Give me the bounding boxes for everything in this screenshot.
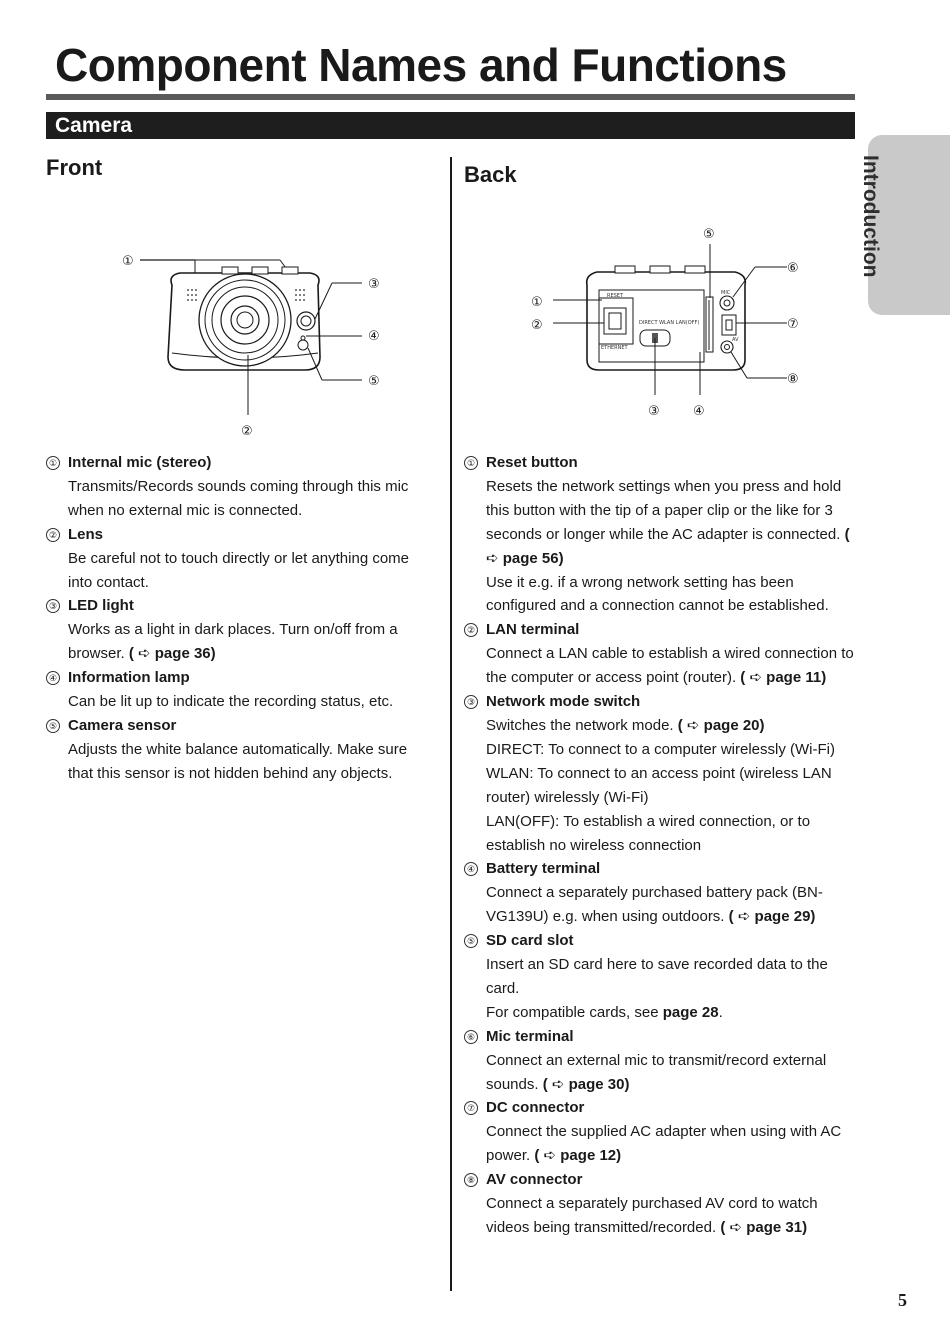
item-description: Connect the supplied AC adapter when using with AC power. [486, 1123, 842, 1165]
list-item [46, 594, 436, 666]
mode-wlan-description: WLAN: To connect to an access point (wireless LAN router) wirelessly (Wi-Fi) [486, 764, 832, 806]
page-reference-link[interactable]: ( ➪ page 20) [677, 716, 765, 734]
item-note: Use it e.g. if a wrong network setting has been configured and a connection cannot be established. [486, 573, 829, 615]
back-label-reset: RESET [607, 293, 624, 299]
back-camera-illustration [525, 220, 810, 425]
item-name: Internal mic (stereo) [68, 454, 212, 471]
item-number: ① [46, 456, 60, 470]
item-description: Connect a separately purchased AV cord to watch videos being transmitted/recorded. [486, 1195, 818, 1236]
back-component-list [464, 451, 858, 1240]
page-reference-link[interactable]: ( ➪ page 36) [128, 645, 216, 663]
back-callout-2: ② [531, 318, 543, 333]
list-item [464, 857, 858, 929]
front-camera-illustration [110, 245, 400, 445]
item-number: ② [464, 623, 478, 637]
back-label-mic: MIC [721, 290, 731, 296]
item-description: Works as a light in dark places. Turn on/off from a browser. [68, 621, 398, 663]
item-name: Information lamp [68, 669, 190, 687]
item-description: Be careful not to touch directly or let anything come into contact. [68, 549, 410, 591]
back-callout-6: ⑥ [787, 261, 799, 276]
list-item [46, 666, 436, 714]
item-description: Connect a separately purchased battery pack (BN-VG139U) e.g. when using outdoors. [486, 884, 823, 926]
back-callout-5: ⑤ [703, 227, 715, 242]
item-description: Switches the network mode. [486, 716, 674, 734]
back-callout-1: ① [531, 295, 543, 310]
list-item [464, 690, 858, 857]
mode-direct-description: DIRECT: To connect to a computer wirelessly (Wi-Fi) [486, 740, 835, 758]
back-label-av: AV [732, 337, 739, 343]
item-name: AV connector [486, 1171, 583, 1189]
item-description: Transmits/Records sounds coming through this mic when no external mic is connected. [68, 477, 409, 519]
page-reference-link[interactable]: ( ➪ page 56) [486, 525, 850, 567]
item-number: ③ [46, 599, 60, 613]
item-number: ① [464, 456, 478, 470]
item-description: Resets the network settings when you press and hold this button with the tip of a paper clip or the like for 3 seconds or longer while the AC adapter is connected. [486, 477, 842, 543]
list-item [46, 451, 436, 523]
column-divider [450, 157, 452, 1291]
back-label-ethernet: ETHERNET [601, 345, 628, 351]
item-description: Connect a LAN cable to establish a wired connection to the computer or access point (router). [486, 645, 854, 687]
front-callout-4: ④ [368, 329, 380, 344]
item-number: ⑥ [464, 1030, 478, 1044]
front-heading: Front [46, 155, 103, 180]
title-rule [46, 94, 855, 100]
item-number: ② [46, 528, 60, 542]
item-description: Insert an SD card here to save recorded data to the card. [486, 956, 828, 997]
list-item [464, 451, 858, 618]
back-callout-8: ⑧ [787, 372, 799, 387]
list-item [464, 1168, 858, 1240]
item-name: LAN terminal [486, 621, 580, 639]
page-reference-link[interactable]: page 28 [662, 1003, 719, 1021]
item-name: SD card slot [486, 932, 574, 950]
back-label-modes: DIRECT WLAN LAN(OFF) [639, 320, 700, 326]
mode-lan-description: LAN(OFF): To establish a wired connection, or to establish no wireless connection [486, 812, 811, 854]
item-number: ③ [464, 695, 478, 709]
item-note: For compatible cards, see [486, 1003, 663, 1021]
list-item [46, 714, 436, 786]
item-number: ④ [46, 671, 60, 685]
list-item [46, 523, 436, 595]
side-tab-introduction[interactable] [859, 135, 950, 315]
item-name: Mic terminal [486, 1027, 574, 1045]
section-bar-camera: Camera [46, 112, 855, 139]
item-number: ⑤ [46, 719, 60, 733]
page-reference-link[interactable]: ( ➪ page 30) [542, 1075, 630, 1093]
list-item [464, 618, 858, 690]
item-number: ④ [464, 862, 478, 876]
item-description: Can be lit up to indicate the recording status, etc. [68, 693, 394, 711]
item-number: ⑧ [464, 1173, 478, 1187]
front-callout-3: ③ [368, 277, 380, 292]
item-name: LED light [68, 597, 134, 615]
front-callout-2: ② [241, 424, 253, 439]
item-name: DC connector [486, 1099, 585, 1117]
item-description: Connect an external mic to transmit/record external sounds. [486, 1051, 827, 1093]
item-name: Camera sensor [68, 716, 177, 734]
side-tab-label: Introduction [859, 155, 882, 278]
page-reference-link[interactable]: ( ➪ page 29) [728, 908, 816, 926]
page-reference-link[interactable]: ( ➪ page 11) [740, 669, 827, 687]
page-number: 5 [898, 1290, 907, 1310]
back-callout-3: ③ [648, 404, 660, 419]
front-component-list [46, 451, 436, 786]
item-number: ⑤ [464, 934, 478, 948]
back-callout-4: ④ [693, 404, 705, 419]
front-callout-5: ⑤ [368, 374, 380, 389]
item-name: Battery terminal [486, 860, 601, 878]
back-callout-7: ⑦ [787, 317, 799, 332]
item-note-end: . [718, 1003, 723, 1021]
back-heading: Back [464, 162, 517, 187]
page-reference-link[interactable]: ( ➪ page 31) [720, 1219, 808, 1236]
item-description: Adjusts the white balance automatically. Make sure that this sensor is not hidden behind any objects. [68, 740, 408, 782]
item-name: Lens [68, 525, 104, 543]
front-callout-1: ① [122, 254, 134, 269]
item-number: ⑦ [464, 1101, 478, 1115]
item-name: Network mode switch [486, 693, 641, 711]
list-item [464, 929, 858, 1025]
page-title: Component Names and Functions [55, 39, 787, 91]
page-reference-link[interactable]: ( ➪ page 12) [534, 1147, 622, 1165]
list-item [464, 1025, 858, 1097]
item-name: Reset button [486, 454, 578, 471]
list-item [464, 1096, 858, 1168]
